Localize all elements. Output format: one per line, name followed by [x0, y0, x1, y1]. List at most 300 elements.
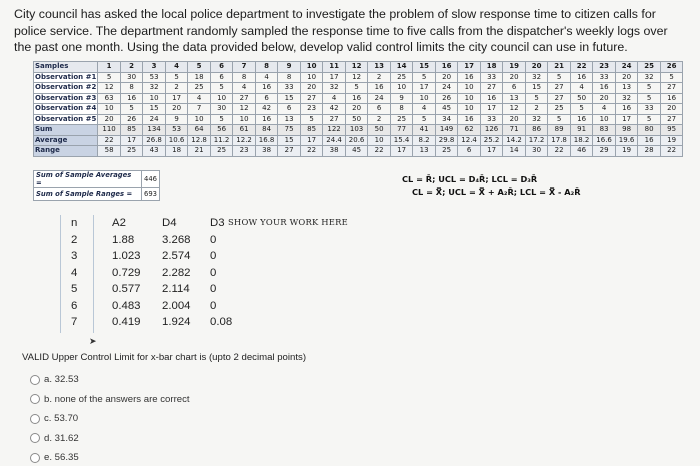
a2-value: 1.88: [112, 233, 135, 246]
cell: 10: [98, 104, 121, 115]
problem-line-3: the past one month. Using the data provided below, develop valid control limits the city council can use in future.: [14, 40, 628, 54]
cell: 10.6: [165, 135, 188, 146]
cell: 25: [435, 146, 458, 157]
cell: 16.8: [255, 135, 278, 146]
cell: 14.2: [503, 135, 526, 146]
cell: 21: [188, 146, 211, 157]
observation-row-label: Observation #5: [35, 114, 97, 123]
sum-ranges-label: Sum of Sample Ranges =: [34, 188, 142, 201]
cell: 27: [278, 146, 301, 157]
cell: 17: [480, 104, 503, 115]
d3-value: 0: [210, 283, 217, 295]
cell: 22: [570, 62, 593, 73]
cell: 12: [345, 62, 368, 73]
a2-value: 0.483: [112, 299, 141, 312]
average-row-label: Average: [34, 135, 98, 146]
cell: 24: [615, 62, 638, 73]
cell: 98: [615, 125, 638, 136]
option-e[interactable]: [30, 448, 190, 466]
cell: 83: [593, 125, 616, 136]
cell: 10: [233, 114, 256, 125]
cell: 5: [210, 83, 233, 94]
cell: 20: [435, 72, 458, 83]
cell: 8: [278, 72, 301, 83]
radio-button[interactable]: [30, 375, 40, 385]
d3-value: 0: [210, 299, 217, 312]
cell: 32: [638, 72, 661, 83]
sum-averages-value: 446: [142, 171, 160, 188]
cell: 20: [615, 72, 638, 83]
cell: 6: [503, 83, 526, 94]
cell: 5: [638, 83, 661, 94]
d3-value: 0: [210, 250, 217, 262]
observation-row-label: Observation #4: [35, 104, 97, 113]
cell: 5: [300, 114, 323, 125]
d4-value: 2.114: [162, 283, 190, 295]
cell: 80: [638, 125, 661, 136]
cell: 28: [638, 146, 661, 157]
cell: 4: [188, 93, 211, 104]
option-c[interactable]: [30, 409, 190, 429]
cell: 95: [660, 125, 683, 136]
radio-button[interactable]: [30, 433, 40, 443]
cell: 62: [458, 125, 481, 136]
cell: 5: [413, 114, 436, 125]
cell: 12.2: [233, 135, 256, 146]
problem-line-2: police service. The department randomly sampled the response time to five calls from the dispatcher's weekly logs over: [14, 23, 668, 38]
d3-value: 0: [210, 233, 217, 246]
cell: 16: [638, 135, 661, 146]
cell: 4: [593, 104, 616, 115]
cell: 24: [435, 83, 458, 94]
observation-row: [34, 83, 683, 94]
cell: 17: [458, 62, 481, 73]
cell: 16: [458, 114, 481, 125]
cell: 85: [120, 125, 143, 136]
cell: 6: [210, 62, 233, 73]
cell: 3: [143, 62, 166, 73]
cell: 16: [660, 93, 683, 104]
cell: 85: [300, 125, 323, 136]
cell: 33: [480, 72, 503, 83]
cell: 41: [413, 125, 436, 136]
cell: 10: [300, 62, 323, 73]
cell: 2: [368, 72, 391, 83]
cell: 4: [570, 83, 593, 94]
cell: 23: [233, 146, 256, 157]
cell: 17: [323, 72, 346, 83]
cell: 20: [300, 83, 323, 94]
cell: 29: [593, 146, 616, 157]
cell: 4: [255, 72, 278, 83]
n-value: 7: [71, 316, 78, 328]
r-chart-formula: CL = R̄; UCL = D₄R̄; LCL = D₃R̄: [402, 174, 538, 184]
cell: 10: [188, 114, 211, 125]
cell: 24: [143, 114, 166, 125]
cell: 18.2: [570, 135, 593, 146]
cell: 2: [165, 83, 188, 94]
option-label: d. 31.62: [44, 432, 79, 444]
cell: 58: [98, 146, 121, 157]
cell: 12: [503, 104, 526, 115]
cell: 12.4: [458, 135, 481, 146]
observation-row-label: Observation #3: [35, 93, 97, 102]
cell: 2: [368, 114, 391, 125]
cell: 25: [390, 114, 413, 125]
cell: 22: [548, 146, 571, 157]
cell: 29.8: [435, 135, 458, 146]
cell: 9: [278, 62, 301, 73]
cell: 6: [278, 104, 301, 115]
cell: 5: [413, 72, 436, 83]
average-row: [34, 135, 683, 146]
cell: 53: [165, 125, 188, 136]
cell: 20: [503, 114, 526, 125]
cell: 18: [480, 62, 503, 73]
cell: 16: [570, 114, 593, 125]
cell: 50: [345, 114, 368, 125]
cell: 10: [593, 114, 616, 125]
cell: 12.8: [188, 135, 211, 146]
cell: 42: [323, 104, 346, 115]
answer-options: [30, 370, 190, 466]
option-label: e. 56.35: [44, 452, 79, 464]
cell: 20: [98, 114, 121, 125]
sum-row: [34, 125, 683, 136]
cell: 15: [413, 62, 436, 73]
cell: 20: [345, 104, 368, 115]
cell: 13: [615, 83, 638, 94]
cell: 1: [98, 62, 121, 73]
option-a[interactable]: [30, 370, 190, 390]
cell: 13: [278, 114, 301, 125]
cell: 5: [638, 114, 661, 125]
cell: 10: [413, 93, 436, 104]
cell: 11.2: [210, 135, 233, 146]
cell: 19: [615, 146, 638, 157]
d4-value: 2.004: [162, 299, 191, 312]
cell: 22: [660, 146, 683, 157]
cell: 75: [278, 125, 301, 136]
sum-averages-label: Sum of Sample Averages =: [34, 171, 142, 188]
cell: 10: [458, 83, 481, 94]
constants-row: [112, 298, 292, 315]
cell: 50: [368, 125, 391, 136]
cell: 46: [570, 146, 593, 157]
cell: 23: [593, 62, 616, 73]
question-text: VALID Upper Control Limit for x-bar chart is (upto 2 decimal points): [22, 352, 307, 363]
d3-header: D3: [210, 217, 225, 229]
observation-row: [34, 104, 683, 115]
d4-value: 2.574: [162, 250, 191, 262]
cell: 19.6: [615, 135, 638, 146]
cell: 4: [413, 104, 436, 115]
cell: 10: [143, 93, 166, 104]
cell: 50: [570, 93, 593, 104]
cell: 71: [503, 125, 526, 136]
cell: 26: [435, 93, 458, 104]
cell: 9: [165, 114, 188, 125]
samples-header-row-label: Samples: [34, 62, 98, 73]
cell: 4: [233, 83, 256, 94]
cell: 7: [233, 62, 256, 73]
option-label: a. 32.53: [44, 374, 79, 386]
cell: 22: [98, 135, 121, 146]
cell: 5: [660, 72, 683, 83]
cell: 5: [98, 72, 121, 83]
n-value: 2: [71, 233, 78, 246]
cell: 32: [525, 72, 548, 83]
sum-ranges-value: 693: [142, 188, 160, 201]
cell: 20: [503, 72, 526, 83]
cell: 17: [480, 146, 503, 157]
cell: 38: [255, 146, 278, 157]
cell: 25: [188, 83, 211, 94]
cell: 16: [435, 62, 458, 73]
cell: 5: [548, 72, 571, 83]
cell: 19: [503, 62, 526, 73]
n-value: 3: [71, 250, 78, 262]
cell: 15: [278, 135, 301, 146]
cell: 33: [278, 83, 301, 94]
cell: 26: [120, 114, 143, 125]
cell: 126: [480, 125, 503, 136]
d3-value: 0.08: [210, 316, 233, 328]
constants-row: [112, 232, 292, 249]
observation-row: [34, 93, 683, 104]
cell: 110: [98, 125, 121, 136]
cell: 17: [165, 93, 188, 104]
cell: 8: [390, 104, 413, 115]
cell: 15.4: [390, 135, 413, 146]
cell: 12: [345, 72, 368, 83]
cell: 38: [323, 146, 346, 157]
cell: 16.6: [593, 135, 616, 146]
cell: 8: [255, 62, 278, 73]
samples-header-row: [34, 62, 683, 73]
observation-row: [34, 72, 683, 83]
cell: 77: [390, 125, 413, 136]
cell: 25: [548, 104, 571, 115]
cell: 2: [120, 62, 143, 73]
cell: 25: [390, 72, 413, 83]
cell: 45: [345, 146, 368, 157]
cell: 17: [300, 135, 323, 146]
cell: 64: [188, 125, 211, 136]
cell: 16: [480, 93, 503, 104]
cell: 27: [300, 93, 323, 104]
cell: 11: [323, 62, 346, 73]
radio-button[interactable]: [30, 453, 40, 463]
constants-values: [112, 215, 292, 331]
cell: 30: [525, 146, 548, 157]
n-value: 4: [71, 266, 78, 279]
cell: 17.8: [548, 135, 571, 146]
cell: 10: [390, 83, 413, 94]
d4-value: 1.924: [162, 316, 191, 328]
d4-value: 2.282: [162, 266, 191, 279]
cell: 27: [548, 83, 571, 94]
cell: 5: [525, 93, 548, 104]
cell: 17.2: [525, 135, 548, 146]
cell: 10: [458, 104, 481, 115]
cell: 34: [435, 114, 458, 125]
cell: 8: [233, 72, 256, 83]
cell: 13: [368, 62, 391, 73]
cell: 2: [525, 104, 548, 115]
cell: 24.4: [323, 135, 346, 146]
cell: 10: [368, 135, 391, 146]
cell: 91: [570, 125, 593, 136]
cell: 122: [323, 125, 346, 136]
problem-statement: [14, 6, 689, 56]
cell: 8.2: [413, 135, 436, 146]
cell: 20: [593, 93, 616, 104]
cell: 25: [210, 146, 233, 157]
cell: 5: [210, 114, 233, 125]
cell: 103: [345, 125, 368, 136]
cell: 17: [390, 146, 413, 157]
cell: 30: [210, 104, 233, 115]
cell: 18: [165, 146, 188, 157]
cell: 16: [458, 72, 481, 83]
cell: 15: [525, 83, 548, 94]
cell: 27: [660, 114, 683, 125]
cell: 86: [525, 125, 548, 136]
radio-button[interactable]: [30, 414, 40, 424]
cell: 6: [458, 146, 481, 157]
cell: 13: [503, 93, 526, 104]
option-label: c. 53.70: [44, 413, 79, 425]
n-header: n: [71, 217, 78, 229]
cell: 27: [660, 83, 683, 94]
cell: 27: [233, 93, 256, 104]
option-label: b. none of the answers are correct: [44, 393, 190, 405]
constants-row: [112, 281, 292, 298]
a2-value: 1.023: [112, 250, 141, 262]
d4-value: 3.268: [162, 233, 191, 246]
cell: 20: [660, 104, 683, 115]
sample-data-table: [33, 61, 683, 157]
cell: 27: [323, 114, 346, 125]
constants-row: [112, 265, 292, 282]
a2-value: 0.419: [112, 316, 141, 328]
cell: 4: [165, 62, 188, 73]
cell: 20: [165, 104, 188, 115]
cell: 32: [143, 83, 166, 94]
cell: 12: [98, 83, 121, 94]
cell: 5: [548, 114, 571, 125]
cell: 16: [255, 114, 278, 125]
cell: 20: [525, 62, 548, 73]
option-b[interactable]: [30, 390, 190, 410]
cell: 32: [323, 83, 346, 94]
cell: 21: [548, 62, 571, 73]
constants-row: [112, 314, 292, 331]
cell: 63: [98, 93, 121, 104]
sums-block: [33, 170, 160, 201]
a2-value: 0.577: [112, 283, 141, 295]
cell: 6: [368, 104, 391, 115]
cell: 33: [638, 104, 661, 115]
cell: 23: [300, 104, 323, 115]
cell: 56: [210, 125, 233, 136]
cell: 22: [300, 146, 323, 157]
show-work-label: SHOW YOUR WORK HERE: [228, 217, 348, 227]
sum-row-label: Sum: [34, 125, 98, 136]
cell: 16: [570, 72, 593, 83]
cell: 16: [615, 104, 638, 115]
cell: 22: [368, 146, 391, 157]
cell: 12: [233, 104, 256, 115]
cell: 32: [615, 93, 638, 104]
cell: 10: [300, 72, 323, 83]
cell: 17: [615, 114, 638, 125]
observation-row: [34, 114, 683, 125]
cell: 14: [503, 146, 526, 157]
cell: 26.8: [143, 135, 166, 146]
cell: 27: [548, 93, 571, 104]
sample-data-sheet: [33, 61, 695, 157]
cell: 20.6: [345, 135, 368, 146]
cell: 16: [345, 93, 368, 104]
n-value: 6: [71, 299, 78, 312]
cell: 17: [413, 83, 436, 94]
d3-value: 0: [210, 266, 217, 279]
cell: 25: [120, 146, 143, 157]
cell: 25: [638, 62, 661, 73]
xbar-chart-formula: CL = X̿; UCL = X̿ + A₂R̄; LCL = X̿ - A₂R̄: [412, 187, 581, 197]
cell: 5: [120, 104, 143, 115]
cell: 134: [143, 125, 166, 136]
cell: 30: [120, 72, 143, 83]
cell: 89: [548, 125, 571, 136]
cell: 13: [413, 146, 436, 157]
cell: 16: [120, 93, 143, 104]
cell: 7: [188, 104, 211, 115]
cell: 4: [323, 93, 346, 104]
problem-line-1: City council has asked the local police department to investigate the problem of slow response time to citizen calls for: [14, 7, 656, 21]
cell: 45: [435, 104, 458, 115]
cell: 10: [458, 93, 481, 104]
range-row-label: Range: [34, 146, 98, 157]
cell: 15: [278, 93, 301, 104]
cell: 33: [593, 72, 616, 83]
option-d[interactable]: [30, 429, 190, 449]
n-column: [60, 215, 94, 333]
constants-row: [112, 248, 292, 265]
cell: 6: [210, 72, 233, 83]
cell: 14: [390, 62, 413, 73]
cell: 5: [570, 104, 593, 115]
cell: 32: [525, 114, 548, 125]
radio-button[interactable]: [30, 394, 40, 404]
cell: 10: [210, 93, 233, 104]
cell: 9: [390, 93, 413, 104]
cell: 42: [255, 104, 278, 115]
cell: 27: [480, 83, 503, 94]
mouse-cursor-icon: ➤: [89, 336, 97, 346]
cell: 5: [345, 83, 368, 94]
cell: 15: [143, 104, 166, 115]
cell: 8: [120, 83, 143, 94]
cell: 149: [435, 125, 458, 136]
cell: 43: [143, 146, 166, 157]
cell: 6: [255, 93, 278, 104]
cell: 18: [188, 72, 211, 83]
a2-header: A2: [112, 217, 126, 229]
cell: 25.2: [480, 135, 503, 146]
